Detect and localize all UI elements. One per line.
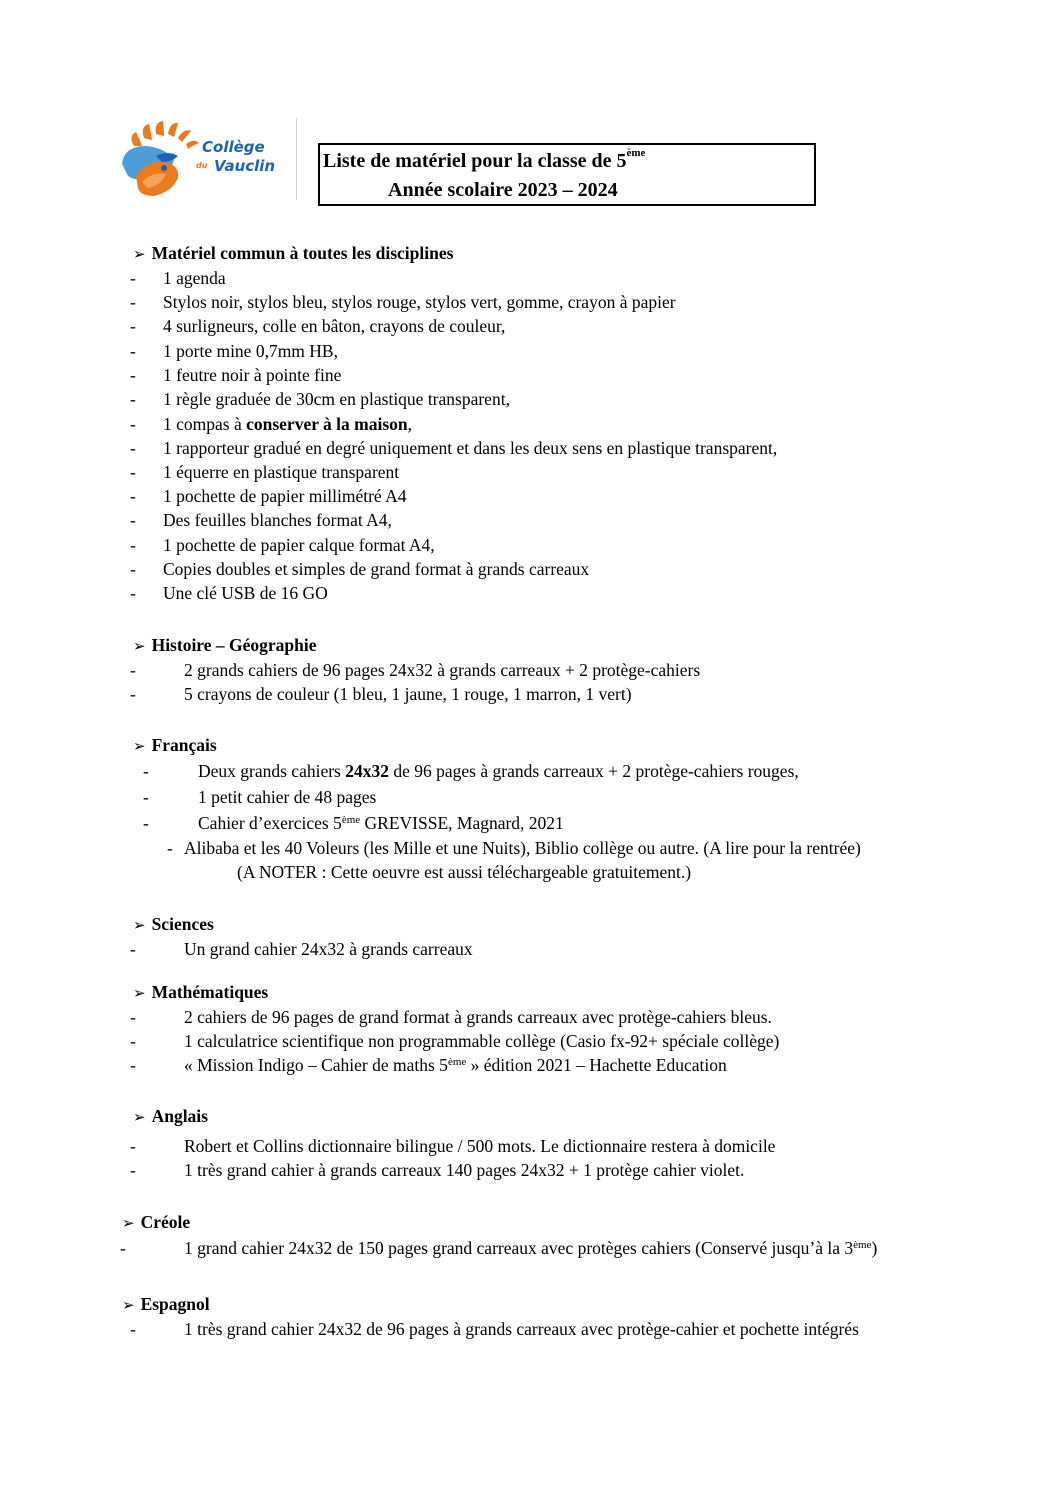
heading-text: Créole	[140, 1212, 191, 1232]
list-item: 1 très grand cahier 24x32 de 96 pages à grands carreaux avec protège-cahier et pochette intégrés	[184, 1319, 859, 1339]
list-item: 1 pochette de papier millimétré A4	[163, 486, 407, 506]
dash-bullet: -	[130, 1160, 136, 1180]
list-item: Stylos noir, stylos bleu, stylos rouge, stylos vert, gomme, crayon à papier	[163, 292, 676, 312]
list-item: Des feuilles blanches format A4,	[163, 510, 392, 530]
dash-bullet: -	[130, 1136, 136, 1156]
list-item: 5 crayons de couleur (1 bleu, 1 jaune, 1 rouge, 1 marron, 1 vert)	[184, 684, 632, 704]
school-year: Année scolaire 2023 – 2024	[388, 179, 618, 201]
section-heading-anglais	[133, 1106, 208, 1127]
list-item: 1 feutre noir à pointe fine	[163, 365, 342, 385]
list-item: 1 pochette de papier calque format A4,	[163, 535, 435, 555]
section-heading-sciences	[133, 914, 214, 935]
list-item: 1 rapporteur gradué en degré uniquement et dans les deux sens en plastique transparent,	[163, 438, 778, 458]
item-text: Cahier d’exercices 5	[198, 813, 342, 833]
arrow-bullet-icon: ➢	[133, 637, 146, 655]
heading-text: Français	[151, 735, 217, 755]
dash-bullet: -	[130, 365, 136, 385]
logo-text-college: Collège	[202, 138, 265, 156]
dash-bullet: -	[120, 1238, 126, 1258]
item-text-end: ,	[407, 414, 413, 434]
list-item: Copies doubles et simples de grand format à grands carreaux	[163, 559, 590, 579]
title-text: Liste de matériel pour la classe de 5	[323, 150, 627, 172]
list-item: 1 calculatrice scientifique non programmable collège (Casio fx-92+ spéciale collège)	[184, 1031, 780, 1051]
title-line-1	[323, 147, 646, 173]
dash-bullet: -	[167, 838, 173, 858]
dash-bullet: -	[130, 1319, 136, 1339]
heading-text: Matériel commun à toutes les disciplines	[151, 243, 454, 263]
dash-bullet: -	[130, 414, 136, 434]
item-text: « Mission Indigo – Cahier de maths 5	[184, 1055, 448, 1075]
arrow-bullet-icon: ➢	[122, 1296, 135, 1314]
item-text: 1 compas à	[163, 414, 247, 434]
item-bold-text: conserver à la maison	[246, 414, 408, 434]
dash-bullet: -	[130, 583, 136, 603]
dash-bullet: -	[130, 438, 136, 458]
list-item	[198, 813, 564, 833]
dash-bullet: -	[130, 486, 136, 506]
list-item	[163, 414, 412, 434]
logo-text-vauclin: Vauclin	[214, 157, 276, 175]
item-text-end: GREVISSE, Magnard, 2021	[360, 813, 564, 833]
arrow-bullet-icon: ➢	[133, 1108, 146, 1126]
item-text-end: » édition 2021 – Hachette Education	[466, 1055, 727, 1075]
item-bold-text: 24x32	[345, 761, 389, 781]
section-heading-creole	[122, 1212, 190, 1233]
item-text-end: de 96 pages à grands carreaux + 2 protège-cahiers rouges,	[389, 761, 799, 781]
dash-bullet: -	[130, 510, 136, 530]
logo-divider	[296, 118, 297, 200]
dash-bullet: -	[130, 535, 136, 555]
dash-bullet: -	[130, 292, 136, 312]
dash-bullet: -	[143, 813, 149, 833]
heading-text: Anglais	[151, 1106, 208, 1126]
arrow-bullet-icon: ➢	[133, 984, 146, 1002]
list-item: Alibaba et les 40 Voleurs (les Mille et une Nuits), Biblio collège ou autre. (A lire pour la rentrée)	[184, 838, 861, 858]
logo-text-du: du	[196, 161, 208, 170]
list-item: 1 très grand cahier à grands carreaux 140 pages 24x32 + 1 protège cahier violet.	[184, 1160, 745, 1180]
list-item	[184, 1238, 877, 1258]
section-heading-maths	[133, 982, 268, 1003]
list-item: Un grand cahier 24x32 à grands carreaux	[184, 939, 473, 959]
arrow-bullet-icon: ➢	[122, 1214, 135, 1232]
dash-bullet: -	[130, 462, 136, 482]
item-superscript: ème	[341, 814, 361, 826]
heading-text: Sciences	[151, 914, 214, 934]
item-text: 1 grand cahier 24x32 de 150 pages grand carreaux avec protèges cahiers (Conservé jusqu’à la 3	[184, 1238, 854, 1258]
list-item: 4 surligneurs, colle en bâton, crayons de couleur,	[163, 316, 506, 336]
dash-bullet: -	[130, 1007, 136, 1027]
heading-text: Espagnol	[140, 1294, 210, 1314]
list-item: 1 porte mine 0,7mm HB,	[163, 341, 338, 361]
list-item	[184, 1055, 727, 1075]
item-text-end: )	[871, 1238, 878, 1258]
arrow-bullet-icon: ➢	[133, 245, 146, 263]
list-item: 1 agenda	[163, 268, 226, 288]
title-superscript: ème	[626, 147, 646, 159]
list-item: 1 petit cahier de 48 pages	[198, 787, 377, 807]
dash-bullet: -	[130, 939, 136, 959]
dash-bullet: -	[130, 389, 136, 409]
section-heading-commun	[133, 243, 453, 264]
item-superscript: ème	[447, 1056, 467, 1068]
list-item	[198, 761, 799, 781]
dash-bullet: -	[143, 787, 149, 807]
college-logo	[116, 116, 296, 200]
list-item-note: (A NOTER : Cette oeuvre est aussi téléchargeable gratuitement.)	[237, 862, 692, 882]
heading-text: Mathématiques	[151, 982, 269, 1002]
section-heading-histoire	[133, 635, 317, 656]
list-item: 1 règle graduée de 30cm en plastique transparent,	[163, 389, 510, 409]
list-item: Une clé USB de 16 GO	[163, 583, 328, 603]
arrow-bullet-icon: ➢	[133, 737, 146, 755]
list-item: Robert et Collins dictionnaire bilingue / 500 mots. Le dictionnaire restera à domicile	[184, 1136, 776, 1156]
item-superscript: ème	[853, 1239, 872, 1251]
dash-bullet: -	[130, 268, 136, 288]
list-item: 1 équerre en plastique transparent	[163, 462, 400, 482]
title-box	[318, 143, 816, 206]
arrow-bullet-icon: ➢	[133, 916, 146, 934]
item-text: Deux grands cahiers	[198, 761, 346, 781]
dash-bullet: -	[130, 341, 136, 361]
heading-text: Histoire – Géographie	[151, 635, 317, 655]
dash-bullet: -	[130, 559, 136, 579]
dash-bullet: -	[143, 761, 149, 781]
list-item: 2 cahiers de 96 pages de grand format à grands carreaux avec protège-cahiers bleus.	[184, 1007, 772, 1027]
dash-bullet: -	[130, 316, 136, 336]
section-heading-francais	[133, 735, 217, 756]
dash-bullet: -	[130, 660, 136, 680]
list-item: 2 grands cahiers de 96 pages 24x32 à grands carreaux + 2 protège-cahiers	[184, 660, 701, 680]
dash-bullet: -	[130, 1031, 136, 1051]
section-heading-espagnol	[122, 1294, 210, 1315]
dash-bullet: -	[130, 684, 136, 704]
dash-bullet: -	[130, 1055, 136, 1075]
